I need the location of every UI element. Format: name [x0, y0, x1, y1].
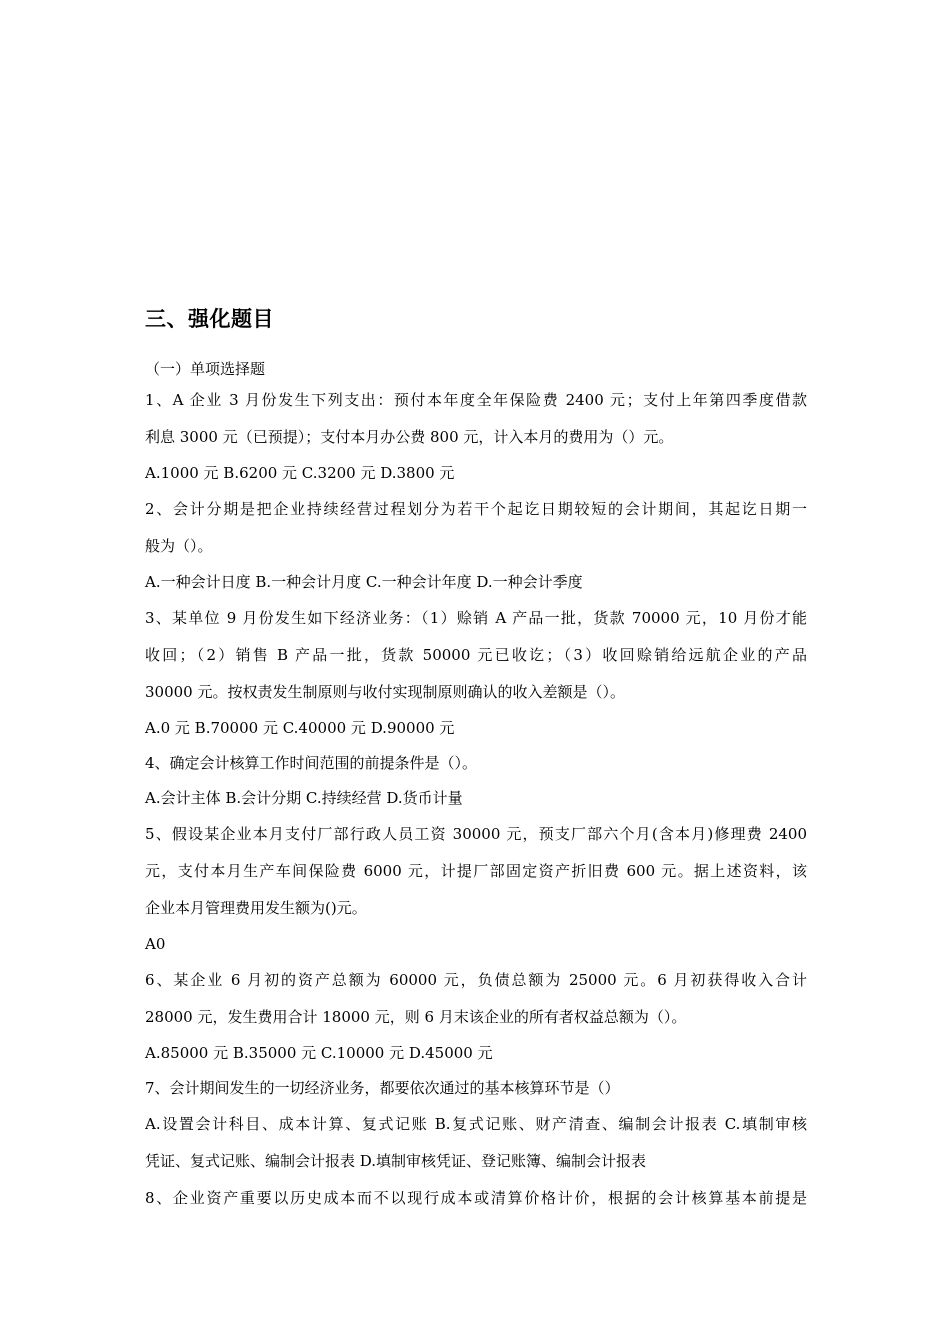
- answer-options: A.85000 元 B.35000 元 C.10000 元 D.45000 元: [145, 1044, 493, 1062]
- text-line: 4、确定会计核算工作时间范围的前提条件是（）。: [145, 754, 478, 772]
- text-line: 2、会计分期是把企业持续经营过程划分为若干个起讫日期较短的会计期间，其起讫日期一: [145, 500, 807, 518]
- text-line: 利息 3000 元（已预提）；支付本月办公费 800 元，计入本月的费用为（）元。: [145, 428, 674, 446]
- text-line: 8、企业资产重要以历史成本而不以现行成本或清算价格计价，根据的会计核算基本前提是: [145, 1189, 807, 1207]
- text-line: 般为（）。: [145, 537, 213, 555]
- text-line: 28000 元，发生费用合计 18000 元，则 6 月末该企业的所有者权益总额为（）。: [145, 1008, 687, 1026]
- subsection-title: （一）单项选择题: [145, 360, 266, 378]
- text-line: 6、某企业 6 月初的资产总额为 60000 元，负债总额为 25000 元。6 月初获得收入合计: [145, 971, 807, 989]
- answer-options: A.0 元 B.70000 元 C.40000 元 D.90000 元: [145, 719, 455, 737]
- answer-options: A.一种会计日度 B.一种会计月度 C.一种会计年度 D.一种会计季度: [145, 573, 583, 591]
- answer-options: A.1000 元 B.6200 元 C.3200 元 D.3800 元: [145, 464, 455, 482]
- text-line: 3、某单位 9 月份发生如下经济业务：（1）赊销 A 产品一批，货款 70000 元，10 月份才能: [145, 609, 807, 627]
- text-line: 企业本月管理费用发生额为()元。: [145, 899, 367, 917]
- section-title: 三、强化题目: [145, 307, 274, 331]
- answer-options: A.设置会计科目、成本计算、复式记账 B.复式记账、财产清查、编制会计报表 C.填制审核: [145, 1115, 807, 1133]
- text-line: 30000 元。按权责发生制原则与收付实现制原则确认的收入差额是（）。: [145, 683, 625, 701]
- question-list: [145, 356, 807, 1217]
- text-line: 1、A 企业 3 月份发生下列支出：预付本年度全年保险费 2400 元；支付上年第四季度借款: [145, 391, 807, 409]
- text-line: 7、会计期间发生的一切经济业务，都要依次通过的基本核算环节是（）: [145, 1079, 620, 1097]
- answer-options: A0: [145, 935, 166, 953]
- text-line: 5、假设某企业本月支付厂部行政人员工资 30000 元，预支厂部六个月(含本月)修理费 2400: [145, 825, 807, 843]
- answer-options: 凭证、复式记账、编制会计报表 D.填制审核凭证、登记账簿、编制会计报表: [145, 1152, 647, 1170]
- text-line: 收回；（2）销售 B 产品一批，货款 50000 元已收讫；（3）收回赊销给远航企业的产品: [145, 646, 807, 664]
- answer-options: A.会计主体 B.会计分期 C.持续经营 D.货币计量: [145, 789, 463, 807]
- text-line: 元，支付本月生产车间保险费 6000 元，计提厂部固定资产折旧费 600 元。据上述资料，该: [145, 862, 807, 880]
